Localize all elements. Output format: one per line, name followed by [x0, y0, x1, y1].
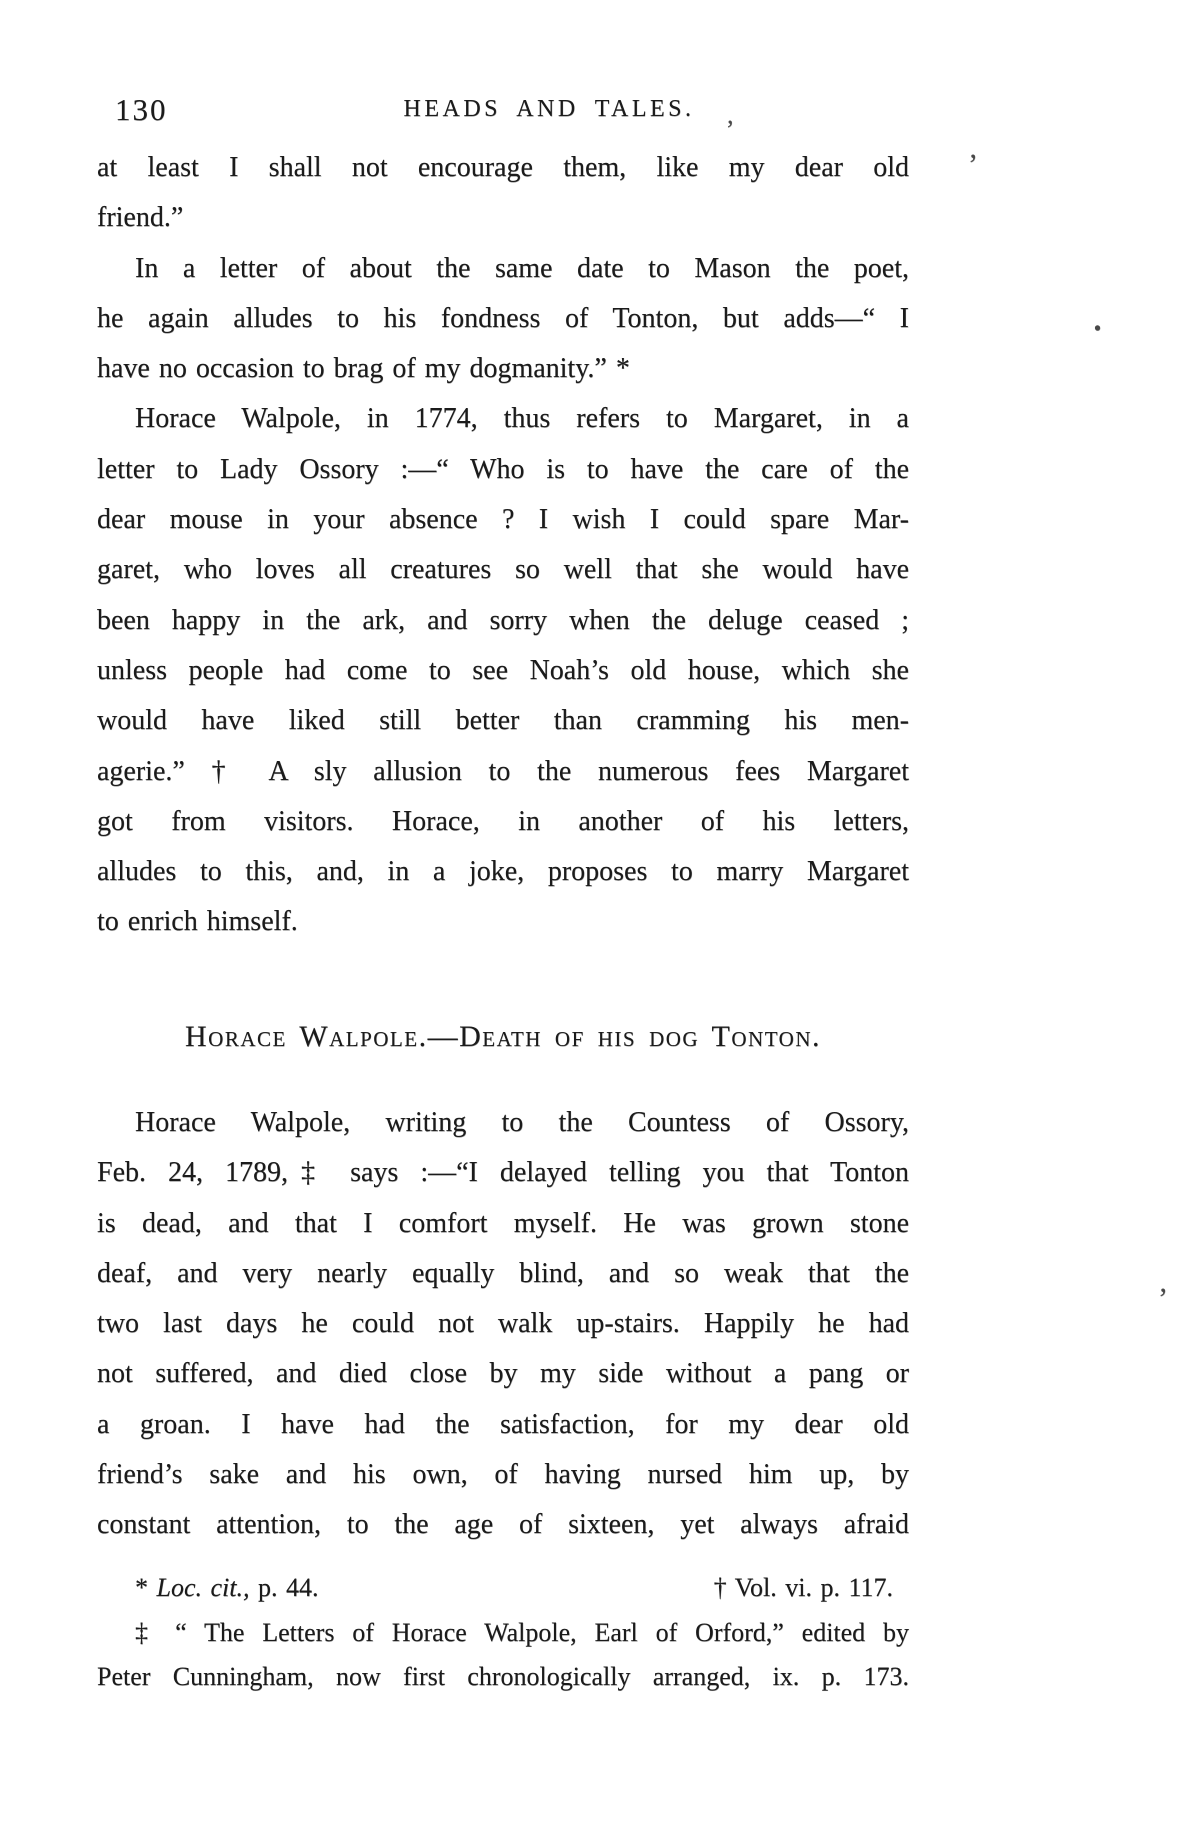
footnote-marker-asterisk: * [135, 1573, 148, 1602]
text-line: Horace Walpole, in 1774, thus refers to Margaret, in a [135, 403, 909, 435]
text-line: Feb. 24, 1789,‡ says :—“I delayed telling you that Tonton [97, 1157, 909, 1189]
text-line: constant attention, to the age of sixteen, yet always afraid [97, 1509, 909, 1541]
footnote-line-3: Peter Cunningham, now first chronologically arranged, ix. p. 173. [97, 1662, 909, 1691]
text-line: would have liked still better than cramming his men- [97, 705, 909, 737]
text-line: not suffered, and died close by my side without a pang or [97, 1358, 909, 1390]
page-number: 130 [115, 92, 168, 127]
text-line: friend.” [97, 202, 184, 234]
text-line: garet, who loves all creatures so well that she would have [97, 554, 909, 586]
text-line: been happy in the ark, and sorry when the deluge ceased ; [97, 604, 909, 636]
text-line: deaf, and very nearly equally blind, and so weak that the [97, 1257, 909, 1289]
text-line: dear mouse in your absence ? I wish I could spare Mar- [97, 504, 909, 536]
text-line: In a letter of about the same date to Mason the poet, [135, 252, 909, 284]
footnote-line-1 [97, 1566, 909, 1611]
text-line: at least I shall not encourage them, like my dear old [97, 152, 909, 183]
text-line: Horace Walpole, writing to the Countess of Ossory, [135, 1107, 909, 1138]
text-line: agerie.” † A sly allusion to the numerous fees Margaret [97, 755, 909, 787]
text-line: to enrich himself. [97, 906, 298, 938]
footnote-line-2: ‡ “ The Letters of Horace Walpole, Earl of Orford,” edited by [135, 1617, 909, 1647]
scan-artifact: , [727, 100, 734, 129]
text-line: letter to Lady Ossory :—“ Who is to have the care of the [97, 453, 909, 485]
text-line: unless people had come to see Noah’s old house, which she [97, 654, 909, 686]
footnotes [97, 1566, 909, 1700]
scan-artifact: ’ [1158, 1282, 1168, 1315]
text-line: he again alludes to his fondness of Tonton, but adds—“ I [97, 302, 909, 334]
text-line: have no occasion to brag of my dogmanity.” * [97, 353, 630, 385]
scan-artifact: ’ [968, 148, 978, 181]
footnote-loc-cit [97, 1566, 319, 1611]
scan-artifact: . [1092, 291, 1103, 340]
body-text-part2 [97, 1098, 909, 1551]
text-line: two last days he could not walk up-stairs. Happily he had [97, 1308, 909, 1340]
footnote-vol-ref: † Vol. vi. p. 117. [713, 1573, 893, 1602]
text-line: got from visitors. Horace, in another of his letters, [97, 805, 909, 837]
running-head: HEADS AND TALES. [403, 96, 695, 122]
body-text-part1 [97, 143, 909, 948]
section-heading: Horace Walpole.—Death of his dog Tonton. [184, 1020, 821, 1053]
footnote-italic-text: Loc. cit., [156, 1573, 250, 1602]
text-line: is dead, and that I comfort myself. He was grown stone [97, 1207, 909, 1239]
footnote-page-ref: p. 44. [258, 1573, 319, 1602]
text-line: friend’s sake and his own, of having nursed him up, by [97, 1459, 909, 1491]
text-line: a groan. I have had the satisfaction, for my dear old [97, 1408, 909, 1440]
text-line: alludes to this, and, in a joke, proposes to marry Margaret [97, 856, 909, 888]
